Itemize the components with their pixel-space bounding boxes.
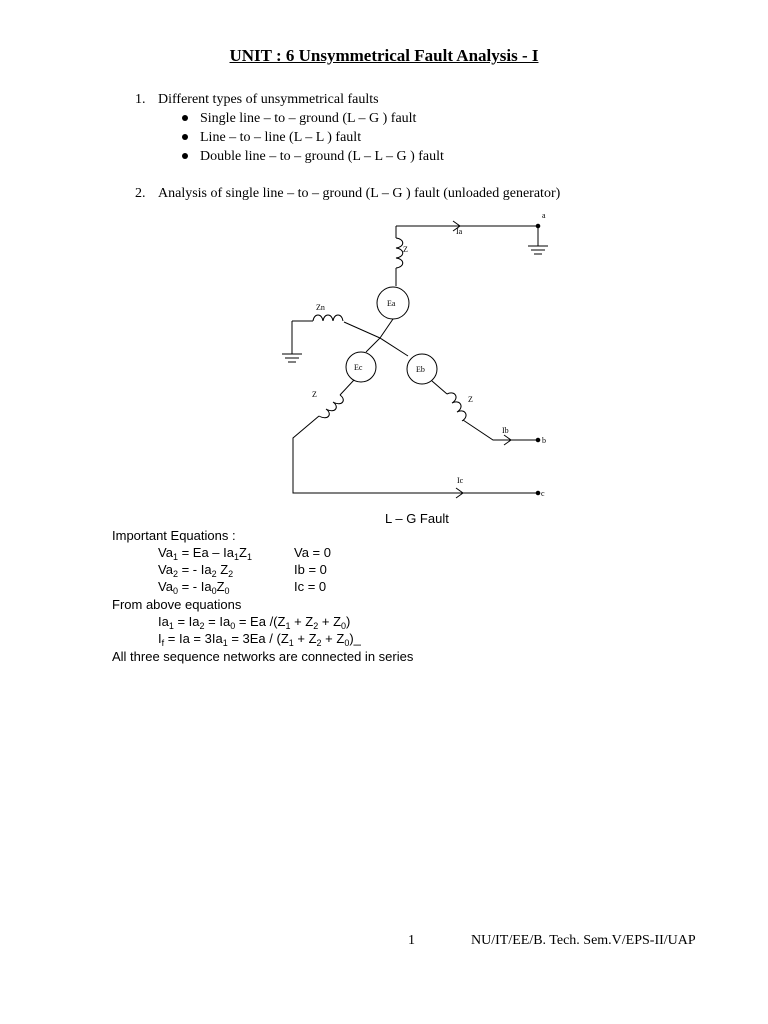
equation-if: $I_f = Ia = 3Ia_1 = 3Ea / (Z_1 + Z_2$ + $Z_0)\_$ — [158, 631, 361, 648]
label-z-b: Z — [468, 395, 473, 404]
terminal-b — [536, 438, 540, 442]
phase-b-conductor — [463, 420, 538, 440]
label-zn: Zn — [316, 303, 325, 312]
phase-b-inductor — [447, 393, 466, 421]
condition-ic: Ic = 0 — [294, 579, 327, 594]
phase-c-inductor — [319, 395, 343, 418]
equations-heading: Important Equations : — [112, 528, 236, 543]
zn-inductor — [313, 315, 343, 321]
list-item-1: Different types of unsymmetrical faults — [158, 92, 379, 107]
conclusion-text: All three sequence networks are connected in series — [112, 649, 414, 664]
page-number: 1 — [408, 933, 415, 948]
label-ea: Ea — [387, 299, 396, 308]
neutral-wire-n — [344, 322, 380, 338]
terminal-a — [536, 224, 540, 228]
label-b: b — [542, 436, 546, 445]
terminal-c — [536, 491, 540, 495]
label-z-a: Z — [403, 245, 408, 254]
phase-a-conductor — [396, 226, 538, 246]
label-ic: Ic — [457, 476, 464, 485]
phase-b-wire — [432, 381, 447, 394]
neutral-wire-b — [380, 338, 408, 356]
label-z-c: Z — [312, 390, 317, 399]
equation-va2: $Va_2$ = - $Ia_2$ $Z_2$ — [158, 562, 234, 579]
label-ia: Ia — [456, 227, 463, 236]
ground-n-icon — [282, 354, 302, 362]
label-a: a — [542, 211, 546, 220]
label-ib: Ib — [502, 426, 509, 435]
condition-va: Va = 0 — [294, 545, 331, 560]
label-c: c — [541, 489, 545, 498]
phase-a-inductor — [396, 238, 403, 268]
label-ec: Ec — [354, 363, 363, 372]
bullet-text: Single line – to – ground (L – G ) fault — [200, 111, 417, 126]
label-eb: Eb — [416, 365, 425, 374]
from-above-text: From above equations — [112, 597, 242, 612]
diagram-caption: L – G Fault — [385, 511, 449, 526]
list-item-2: Analysis of single line – to – ground (L – G ) fault (unloaded generator) — [158, 186, 561, 201]
list-number-1: 1. — [135, 92, 146, 107]
equation-ia: $Ia_1 = Ia_2 = Ia_0 = Ea$ $/(Z_1 + Z_2 + Z_0)$ — [158, 614, 351, 631]
equation-va0: $Va_0$ = - $Ia_0Z_0$ — [158, 579, 230, 596]
footer-code: NU/IT/EE/B. Tech. Sem.V/EPS-II/UAP — [471, 933, 696, 948]
bullet-text: Double line – to – ground (L – L – G ) fault — [200, 149, 444, 164]
equation-va1: $Va_1 = Ea - Ia_1Z_1$ — [158, 545, 252, 562]
neutral-wire — [380, 319, 393, 338]
condition-ib: Ib = 0 — [294, 562, 327, 577]
bullet-text: Line – to – line (L – L ) fault — [200, 130, 362, 145]
phase-c-wire — [340, 380, 354, 395]
neutral-wire-c — [366, 338, 380, 352]
page-title: UNIT : 6 Unsymmetrical Fault Analysis - I — [229, 46, 539, 65]
list-number-2: 2. — [135, 186, 146, 201]
ground-a-icon — [528, 246, 548, 254]
